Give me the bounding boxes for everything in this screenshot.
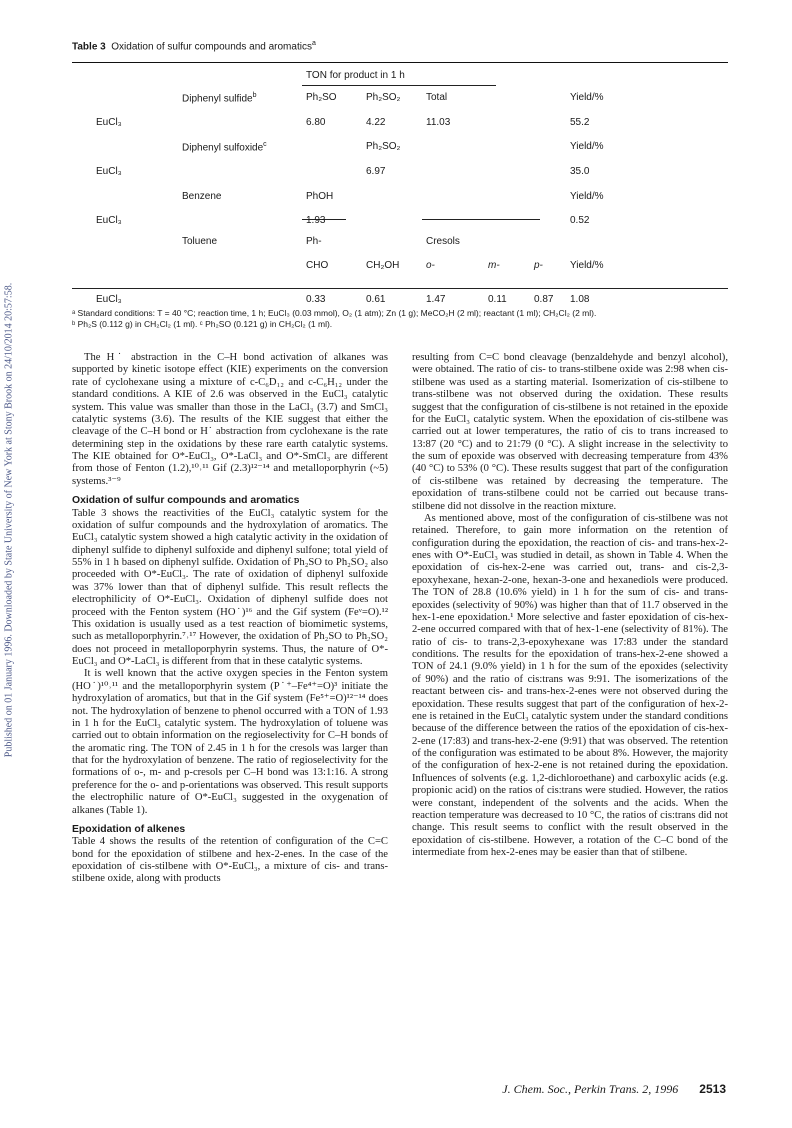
table-cell: 6.97 — [366, 166, 386, 177]
table-cell: EuCl₃ — [96, 117, 122, 128]
table-cell: 0.33 — [306, 294, 326, 305]
table-title-mark: a — [311, 40, 316, 47]
results-table — [72, 62, 728, 305]
table-footnotes — [72, 308, 728, 330]
section-heading: Oxidation of sulfur compounds and aromatics — [72, 495, 300, 507]
watermark-text: Published on 01 January 1996. Downloaded by State University of New York at Stony Brook on 24/10/2014 20:57:58. — [3, 282, 15, 758]
left-column — [72, 352, 388, 886]
table-cell-mark: b — [252, 92, 257, 99]
table-cell: Diphenyl sulfide$^b$ — [182, 92, 257, 105]
table-cell: CH₂OH — [366, 260, 400, 271]
paragraph: The H˙ abstraction in the C–H bond activation of alkanes was supported by kinetic isotope effect (KIE) experiments on the conversion rate of cyclohexane using a mixture of c-C₆D₁₂ and c-C₆H₁₂ under the standard conditions. A KIE of 2.6 was observed in the EuCl₃ catalytic system. This value was smaller than those in the LaCl₃ (3.7) and SmCl₃ catalytic systems (3.6). The results of the KIE suggest that either the cleavage of the C–H bond or H˙ abstraction from cyclohexane is the rate determining step in the oxidations by these rare earth catalytic systems. The KIE obtained for O*-EuCl₃, O*-LaCl₃ and O*-SmCl₃ are different from those of Fenton (1.2),¹⁰˒¹¹ Gif (2.3)¹²⁻¹⁴ and metalloporphyrin (~5) systems.³⁻⁹ — [72, 352, 388, 487]
table-cell: Cresols — [426, 236, 460, 247]
page-footer — [502, 1082, 726, 1097]
table-cell: 4.22 — [366, 117, 386, 128]
table-cell: Diphenyl sulfoxide$^c$ — [182, 141, 267, 154]
section-heading: Epoxidation of alkenes — [72, 823, 186, 835]
table-cell: PhOH — [306, 191, 334, 202]
journal-citation: J. Chem. Soc., Perkin Trans. 2, 1996 — [502, 1082, 679, 1096]
table-cell: Ph- — [306, 236, 322, 247]
table-cell: p- — [534, 260, 543, 271]
footnote-a: ᵃ Standard conditions: T = 40 °C; reaction time, 1 h; EuCl₃ (0.03 mmol), O₂ (1 atm); Zn (1 g); MeCO₂H (2 ml); reactant (1 ml); CH₂Cl₂ (2 ml). — [72, 308, 597, 318]
table-cell: Toluene — [182, 236, 218, 247]
table-cell: Yield/% — [570, 191, 604, 202]
table-cell: 6.80 — [306, 117, 326, 128]
paragraph: Table 3 shows the reactivities of the EuCl₃ catalytic system for the oxidation of sulfur compounds and the hydroxylation of aromatics. The EuCl₃ catalytic system showed a high catalytic activity in the oxidation of diphenyl sulfide to diphenyl sulfoxide and diphenyl sulfone; total yield of 55% in 1 h based on diphenyl sulfide. Oxidation of Ph₂SO to Ph₂SO₂ also proceeded with O*-EuCl₃. The rate of oxidation of diphenyl sulfoxide was 37% lower than that of diphenyl sulfide. This result reflects the electrophilicity of O*-EuCl₃. Oxidation of diphenyl sulfide does not proceed with the Fenton system (HO˙)¹⁶ and the Gif system (Feᵛ=O).¹² This oxidation is usually used as a test reaction of biomimetic systems, such as metalloporphyrin.⁷˒¹⁷ However, the oxidation of Ph₂SO to Ph₂SO₂ does not proceed in metalloporphyrin systems. Thus, the nature of O*-EuCl₃ and O*-LaCl₃ is different from that in these catalytic systems. — [72, 507, 388, 667]
table-cell: Total — [426, 92, 448, 103]
table-cell-mark: c — [263, 141, 267, 148]
table-cell: 0.52 — [570, 215, 590, 226]
table-cell: Ph₂SO₂ — [366, 92, 401, 103]
table-cell: EuCl₃ — [96, 215, 122, 226]
download-watermark — [3, 170, 15, 870]
table-cell: 11.03 — [426, 117, 451, 128]
table-cell: EuCl₃ — [96, 166, 122, 177]
table-cell: 1.93 — [306, 215, 326, 226]
table-cell: Ph₂SO — [306, 92, 337, 103]
paragraph: resulting from C=C bond cleavage (benzaldehyde and benzyl alcohol), were obtained. The ratio of cis- to trans-stilbene oxide was 2:98 when cis-stilbene was used as a starting material. Isomerization of cis-stilbene to trans-stilbene was not observed during the oxidation. These results suggest that the configuration of cis-stilbene is not retained in the epoxide for the EuCl₃ catalytic system. When the epoxidation of cis-stilbene was carried out at lower temperatures, the ratio of cis to trans increased to 13:87 (20 °C) and to 21:79 (0 °C). A slight increase in the selectivity to the sum of epoxide was observed with decreasing temperature from 43% (40 °C) to 53% (0 °C). These results suggest that part of the configuration of cis-stilbene was retained by decreasing the temperature. The epoxidation of trans-stilbene could not be carried out because trans-stilbene did not dissolve in the reaction mixture. — [412, 352, 728, 512]
table-rule-top — [72, 62, 728, 63]
table-cell: 1.47 — [426, 294, 446, 305]
table-cell: Ph₂SO₂ — [366, 141, 401, 152]
table-cell: 0.87 — [534, 294, 554, 305]
table-group-header: TON for product in 1 h — [306, 70, 405, 81]
table-cell: Yield/% — [570, 141, 604, 152]
paragraph: It is well known that the active oxygen species in the Fenton system (HO˙)¹⁰˒¹¹ and the metalloporphyrin system (P˙⁺–Fe⁴⁺=O)³ initiate the hydroxylation of aromatics, but that in the Gif system (Fe⁵⁺=O)¹²⁻¹⁴ does not. The hydroxylation of benzene to phenol occurred with a TON of 1.93 in 1 h for the EuCl₃ catalytic system. The hydroxylation of toluene was carried out to obtain information on the regioselectivity for C–H bonds of the aromatic ring. The TON of 2.45 in 1 h for the cresols was larger than that for the hydroxylation of benzene. The ratio of regioselectivity for the formations of o-, m- and p-cresols per C–H bond was 13:1:16. A strong preference for the o- and p-orientations was observed. This result supports the electrophilic nature of O*-EuCl₃ suggested in the oxygenation of alkanes (Table 1). — [72, 668, 388, 816]
table-cell: 0.61 — [366, 294, 386, 305]
table-cell: CHO — [306, 260, 329, 271]
table-cell: Yield/% — [570, 92, 604, 103]
table-cell: o- — [426, 260, 435, 271]
table-cell: 35.0 — [570, 166, 590, 177]
table-rule-bottom — [72, 288, 728, 289]
table-cell: Benzene — [182, 191, 222, 202]
cresols-underline — [422, 219, 540, 220]
table-caption — [72, 40, 316, 52]
table-cell: EuCl₃ — [96, 294, 122, 305]
right-column — [412, 352, 728, 859]
page-number: 2513 — [699, 1082, 726, 1096]
table-cell: Yield/% — [570, 260, 604, 271]
footnote-bc: ᵇ Ph₂S (0.112 g) in CH₂Cl₂ (1 ml). ᶜ Ph₂SO (0.121 g) in CH₂Cl₂ (1 ml). — [72, 319, 333, 329]
table-cell: 55.2 — [570, 117, 590, 128]
header-underline — [302, 85, 496, 86]
table-cell: m- — [488, 260, 500, 271]
paragraph: As mentioned above, most of the configuration of cis-stilbene was not retained. Therefore, to gain more information on the retention of configuration during the epoxidation, the reaction of cis- and trans-hex-2-enes with O*-EuCl₃ was studied in detail, as shown in Table 4. When the epoxidation of cis-hex-2-ene was carried out, trans- and cis-2,3-epoxyhexane, hexan-2-one, hexan-3-one and hexanediols were produced. The TON of 28.8 (10.6% yield) in 1 h for the sum of cis- and trans-epoxides (selectivity of 90%) was higher than that of 11.7 observed in the hex-1-ene epoxidation.¹ More selective and faster epoxidation of cis-hex-2-ene occurred compared with that of hex-1-ene (selectivity of 81%). The ratio of cis- to trans-2,3-epoxyhexane was 17:83 under the standard conditions. The results for the epoxidation of trans-hex-2-ene showed a TON of 24.1 (9.0% yield) in 1 h for the sum of the epoxides (selectivity of 90%) and the ratio of cis:trans was 9:91. The isomerizations of the reactant between cis- and trans-hex-2-enes were not observed during the epoxidation. These results suggest that part of the configuration of hex-2-ene is retained in the EuCl₃ catalytic system under the standard conditions because of the difference between the ratios of the epoxidation of cis-hex-2-ene (17:83) and trans-hex-2-ene (9:91) that was observed. The retention of the configuration was estimated to be about 8%. However, the majority of the configuration of hex-2-ene is not retained during the epoxidation. Influences of solvents (e.g. 1,2-dichloroethane) and carboxylic acids (e.g. propionic acid) on the ratios of cis:trans were studied. However, the ratios were constant, independent of the solvents and the acids. When the reaction temperature was decreased to 10 °C, the ratios of cis:trans did not change. This result seems to conflict with the result observed in the epoxidation of cis-stilbene. However, a rotation of the C–C bond of the intermediate from hex-2-enes may be easier than that of stilbene. — [412, 512, 728, 858]
table-label: Table 3 — [72, 41, 106, 53]
table-title: Oxidation of sulfur compounds and aromatics — [111, 41, 312, 53]
paragraph: Table 4 shows the results of the retention of configuration of the C=C bond for the epoxidation of stilbene and hex-2-enes. In the case of the epoxidation of cis-stilbene with O*-EuCl₃, a mixture of cis- and trans-stilbene oxide, along with products — [72, 836, 388, 885]
table-cell: 1.08 — [570, 294, 590, 305]
table-cell: 0.11 — [488, 294, 507, 305]
